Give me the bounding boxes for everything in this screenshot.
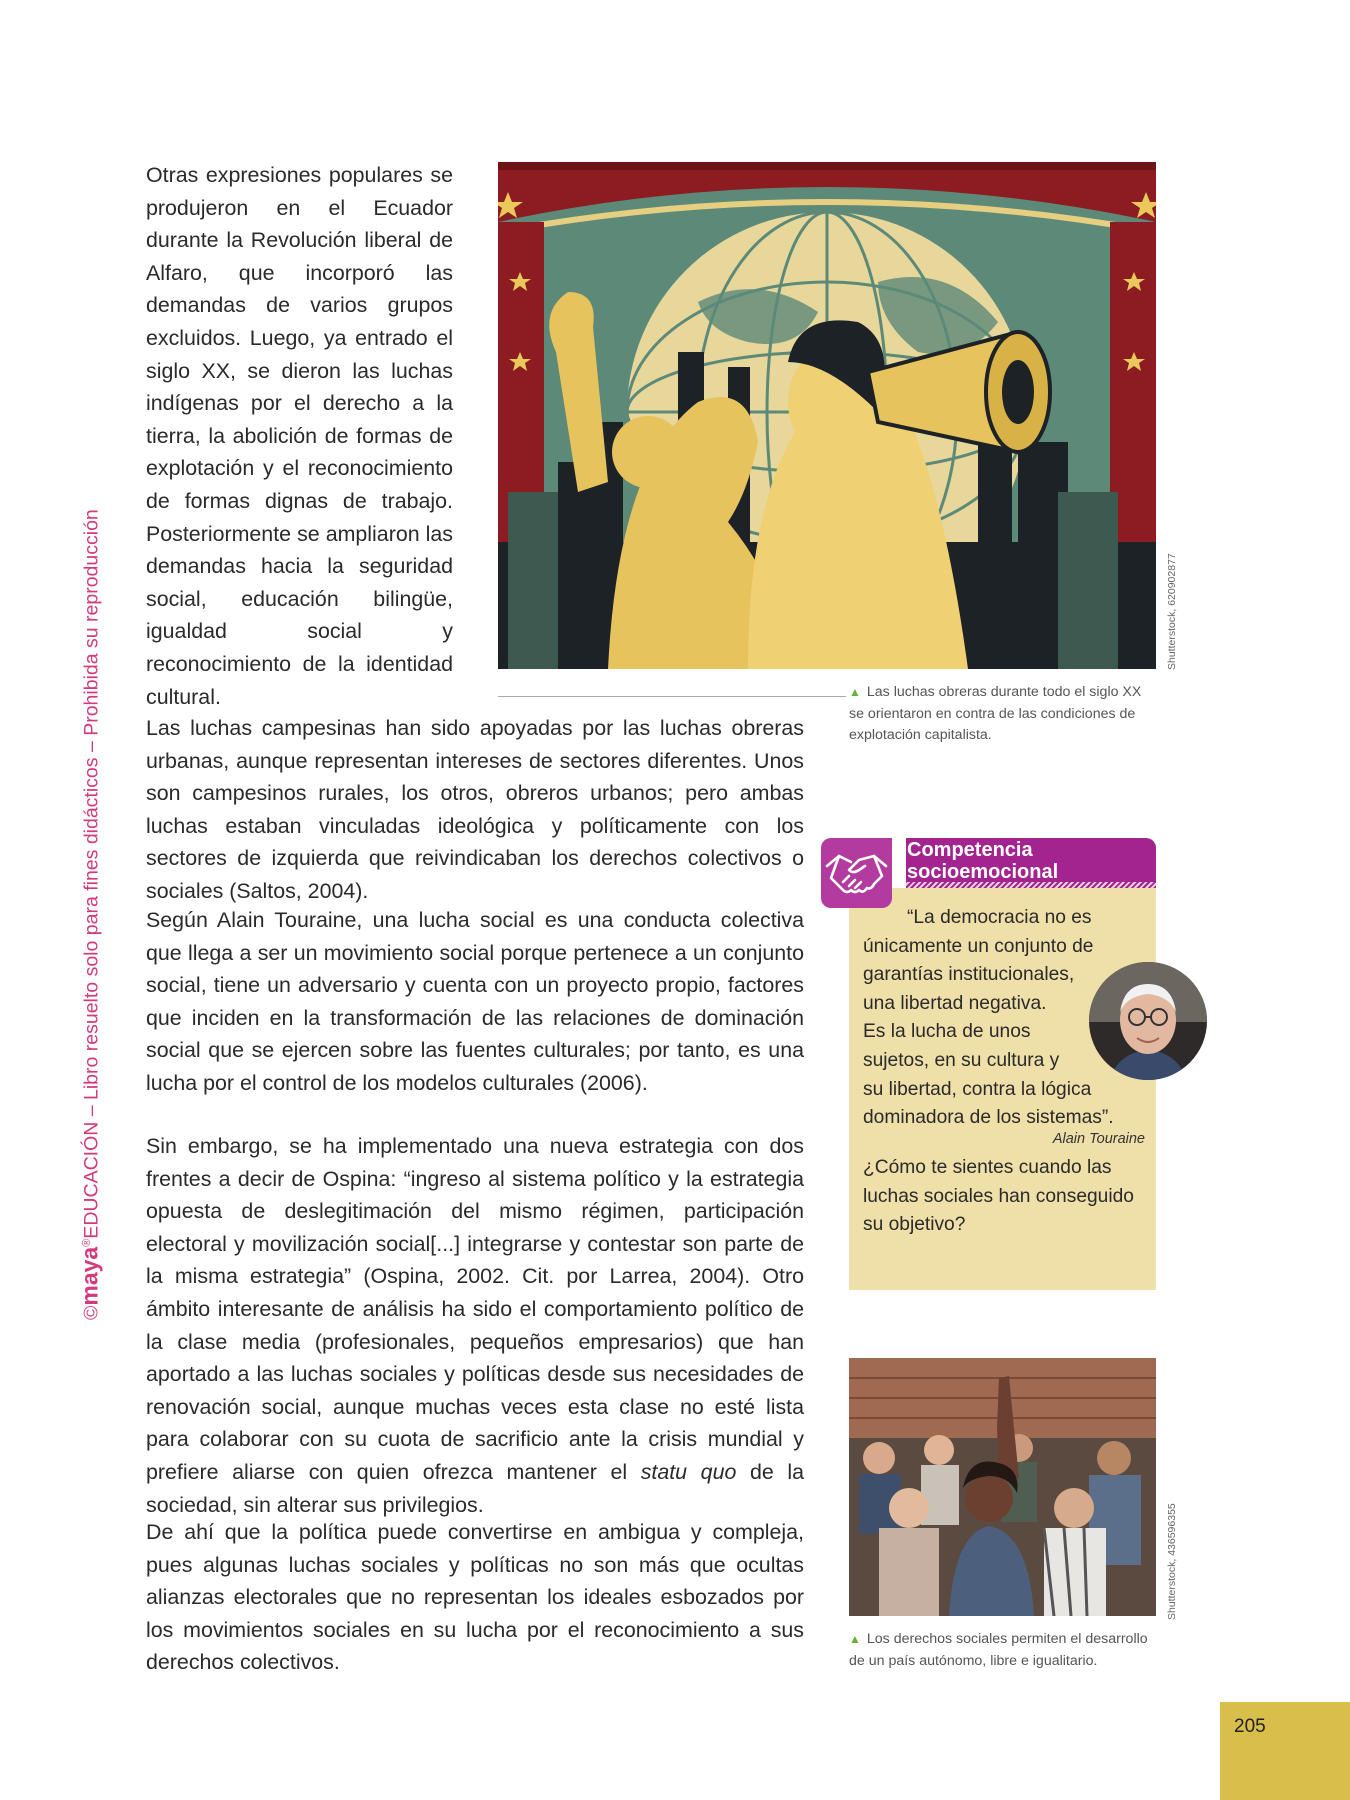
figure1-caption xyxy=(849,682,1159,747)
quote-author: Alain Touraine xyxy=(1052,1131,1145,1147)
quote-line: únicamente un conjunto de xyxy=(863,935,1094,957)
page-number: 205 xyxy=(1234,1716,1266,1737)
reflection-question: ¿Cómo te sientes cuando las luchas sociales han conseguido su objetivo? xyxy=(863,1157,1134,1236)
figure1-caption-text: Las luchas obreras durante todo el siglo XX se orientaron en contra de las condiciones de explotación capitalista. xyxy=(849,684,1142,744)
quote-line: garantías institucionales, xyxy=(863,964,1075,986)
paragraph-4-end: de la sociedad, sin alterar sus privilegios. xyxy=(146,1459,805,1517)
paragraph-3: Según Alain Touraine, una lucha social es una conducta colectiva que llega a ser un movimiento social porque pertenece a un conjunto social, tiene un adversario y cuenta con un proyecto propio, factores que inciden en la transformación de las relaciones de dominación social que se ejercen sobre las fuentes culturales; por tanto, es una lucha por el control de los modelos culturales (2006). xyxy=(146,908,804,1095)
paragraph-4 xyxy=(146,1130,804,1521)
figure2-credit: Shutterstock, 436596355 xyxy=(1166,1503,1178,1620)
sidebar-copyright xyxy=(72,420,102,1320)
registered-mark: ® xyxy=(81,1238,93,1247)
quote-line: Es la lucha de unos xyxy=(863,1021,1031,1043)
competencia-title-line2: socioemocional xyxy=(907,861,1059,883)
caption-triangle-icon: ▲ xyxy=(849,1632,861,1646)
competencia-title-line1: Competencia xyxy=(907,839,1033,861)
paragraph-1: Otras expresiones populares se produjeron en el Ecuador durante la Revolución liberal de Alfaro, que incorporó las demandas de varios grupos excluidos. Luego, ya entrado el siglo XX, se dieron las luchas indígenas por el derecho a la tierra, la abolición de formas de explotación y el reconocimiento de formas dignas de trabajo. Posteriormente se ampliaron las demandas hacia la seguridad social, educación bilingüe, igualdad social y reconocimiento de la identidad cultural. xyxy=(146,163,453,709)
competencia-title xyxy=(907,839,1058,883)
paragraph-5: De ahí que la política puede convertirse en ambigua y compleja, pues algunas luchas sociales y políticas no son más que ocultas alianzas electorales que no representan los ideales esbozados por los movimientos sociales en su lucha por el reconocimiento a sus derechos colectivos. xyxy=(146,1520,804,1675)
paragraph-2: Las luchas campesinas han sido apoyadas por las luchas obreras urbanas, aunque representan intereses de sectores diferentes. Unos son campesinos rurales, los otros, obreros urbanos; pero ambas luchas estaban vinculadas ideológica y políticamente con los sectores de izquierda que reivindicaban los derechos colectivos o sociales (Saltos, 2004). xyxy=(146,716,804,903)
quote-line: dominadora de los sistemas”. xyxy=(863,1107,1114,1129)
crowd-raising-hand-image xyxy=(849,1358,1156,1616)
page-number-tab xyxy=(1220,1702,1350,1800)
caption-triangle-icon: ▲ xyxy=(849,685,861,699)
sidebar-text: EDUCACIÓN – Libro resuelto solo para fines didácticos – Prohibida su reproducción xyxy=(80,509,103,1239)
protest-poster-image xyxy=(498,162,1156,669)
touraine-portrait xyxy=(1089,962,1207,1080)
caption-divider xyxy=(498,696,846,697)
quote-line: sujetos, en su cultura y xyxy=(863,1049,1060,1071)
figure2-caption xyxy=(849,1629,1159,1672)
quote-line: su libertad, contra la lógica xyxy=(863,1078,1092,1100)
paragraph-4-italic: statu quo xyxy=(640,1459,737,1484)
quote-line: “La democracia no es xyxy=(907,907,1092,928)
figure2-caption-text: Los derechos sociales permiten el desarrollo de un país autónomo, libre e igualitario. xyxy=(849,1631,1148,1669)
figure1-credit: Shutterstock, 620902877 xyxy=(1166,553,1178,670)
quote-line: una libertad negativa. xyxy=(863,992,1047,1014)
paragraph-4-text: Sin embargo, se ha implementado una nueva estrategia con dos frentes a decir de Ospina: “ingreso al sistema político y la estrategia opuesta de deslegitimación del mismo régimen, participación electoral y movilización social[...] integrarse y contestar son parte de la misma estrategia” (Ospina, 2002. Cit. por Larrea, 2004). Otro ámbito interesante de análisis ha sido el comportamiento político de la clase media (profesionales, pequeños empresarios) que han aportado a las luchas sociales y políticas desde sus necesidades de renovación social, aunque muchas veces esta clase no esté lista para colaborar con su cuota de sacrificio ante la crisis mundial y prefiere aliarse con quien ofrezca mantener el xyxy=(146,1134,804,1484)
handshake-icon xyxy=(821,838,892,908)
brand-logo: maya xyxy=(76,1246,103,1306)
copyright-symbol: © xyxy=(80,1305,103,1320)
